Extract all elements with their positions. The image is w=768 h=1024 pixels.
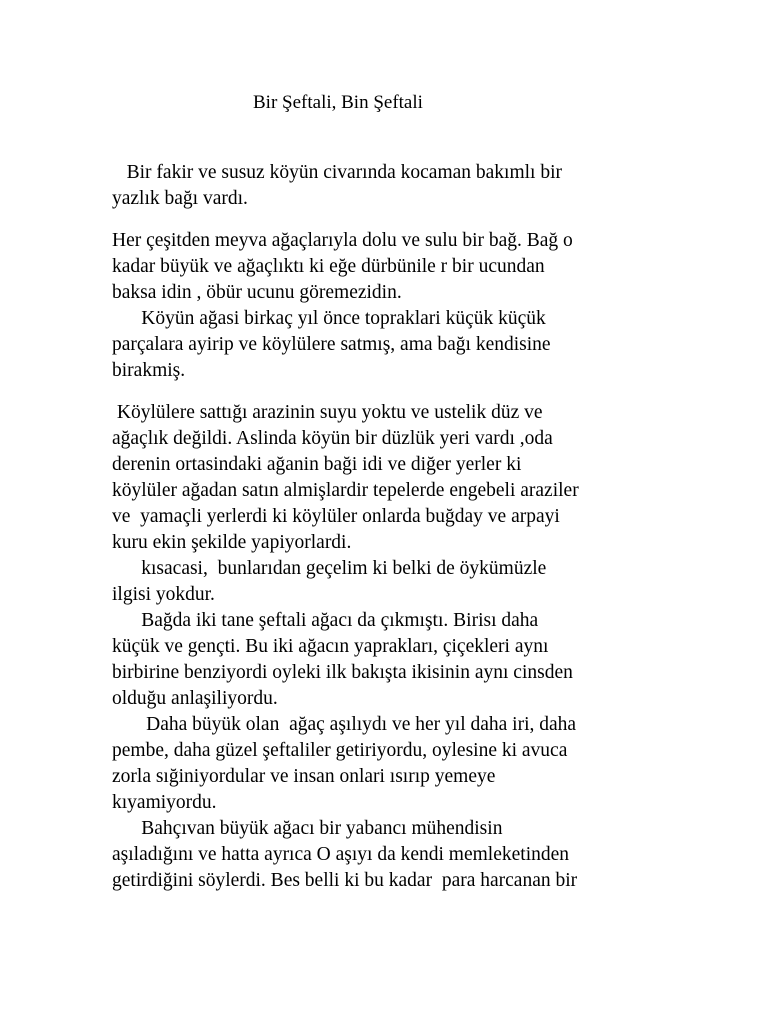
body-line: Köyün ağasi birkaç yıl önce topraklari küçük küçük — [112, 308, 546, 329]
body-line: Bahçıvan büyük ağacı bir yabancı mühendisin — [112, 818, 503, 839]
body-line: ağaçlık değildi. Aslinda köyün bir düzlük yeri vardı ,oda — [112, 428, 553, 449]
body-line: Bağda iki tane şeftali ağacı da çıkmıştı. Birisı daha — [112, 610, 539, 631]
body-line: baksa idin , öbür ucunu göremezidin. — [112, 282, 402, 303]
body-line: küçük ve gençti. Bu iki ağacın yaprakları, çiçekleri aynı — [112, 636, 549, 657]
body-line: kadar büyük ve ağaçlıktı ki eğe dürbünile r bir ucundan — [112, 256, 545, 277]
body-line: kısacasi, bunlarıdan geçelim ki belki de öykümüzle — [112, 558, 547, 579]
body-line: ilgisi yokdur. — [112, 584, 215, 605]
body-line: kıyamiyordu. — [112, 792, 217, 813]
body-line: köylüler ağadan satın almişlardir tepelerde engebeli araziler — [112, 480, 579, 501]
body-line: birakmiş. — [112, 360, 186, 381]
body-line: aşıladığını ve hatta ayrıca O aşıyı da kendi memleketinden — [112, 844, 570, 865]
body-line: birbirine benziyordi oyleki ilk bakışta ikisinin aynı cinsden — [112, 662, 573, 683]
body-line: getirdiğini söylerdi. Bes belli ki bu kadar para harcanan bir — [112, 870, 578, 891]
body-line: derenin ortasindaki ağanin baği idi ve diğer yerler ki — [112, 454, 522, 475]
body-line: kuru ekin şekilde yapiyorlardi. — [112, 532, 352, 553]
body-line: Her çeşitden meyva ağaçlarıyla dolu ve sulu bir bağ. Bağ o — [112, 230, 573, 251]
body-line: pembe, daha güzel şeftaliler getiriyordu, oylesine ki avuca — [112, 740, 568, 761]
body-line: olduğu anlaşiliyordu. — [112, 688, 278, 709]
body-line: Köylülere sattığı arazinin suyu yoktu ve ustelik düz ve — [112, 402, 543, 423]
body-line: Daha büyük olan ağaç aşılıydı ve her yıl daha iri, daha — [112, 714, 577, 735]
body-line: Bir fakir ve susuz köyün civarında kocaman bakımlı bir — [112, 162, 563, 183]
body-line: ve yamaçli yerlerdi ki köylüler onlarda buğday ve arpayi — [112, 506, 560, 527]
document-title: Bir Şeftali, Bin Şeftali — [253, 92, 423, 113]
body-line: zorla sığiniyordular ve insan onlari ısırıp yemeye — [112, 766, 496, 787]
body-line: parçalara ayirip ve köylülere satmış, ama bağı kendisine — [112, 334, 551, 355]
body-line: yazlık bağı vardı. — [112, 188, 248, 209]
